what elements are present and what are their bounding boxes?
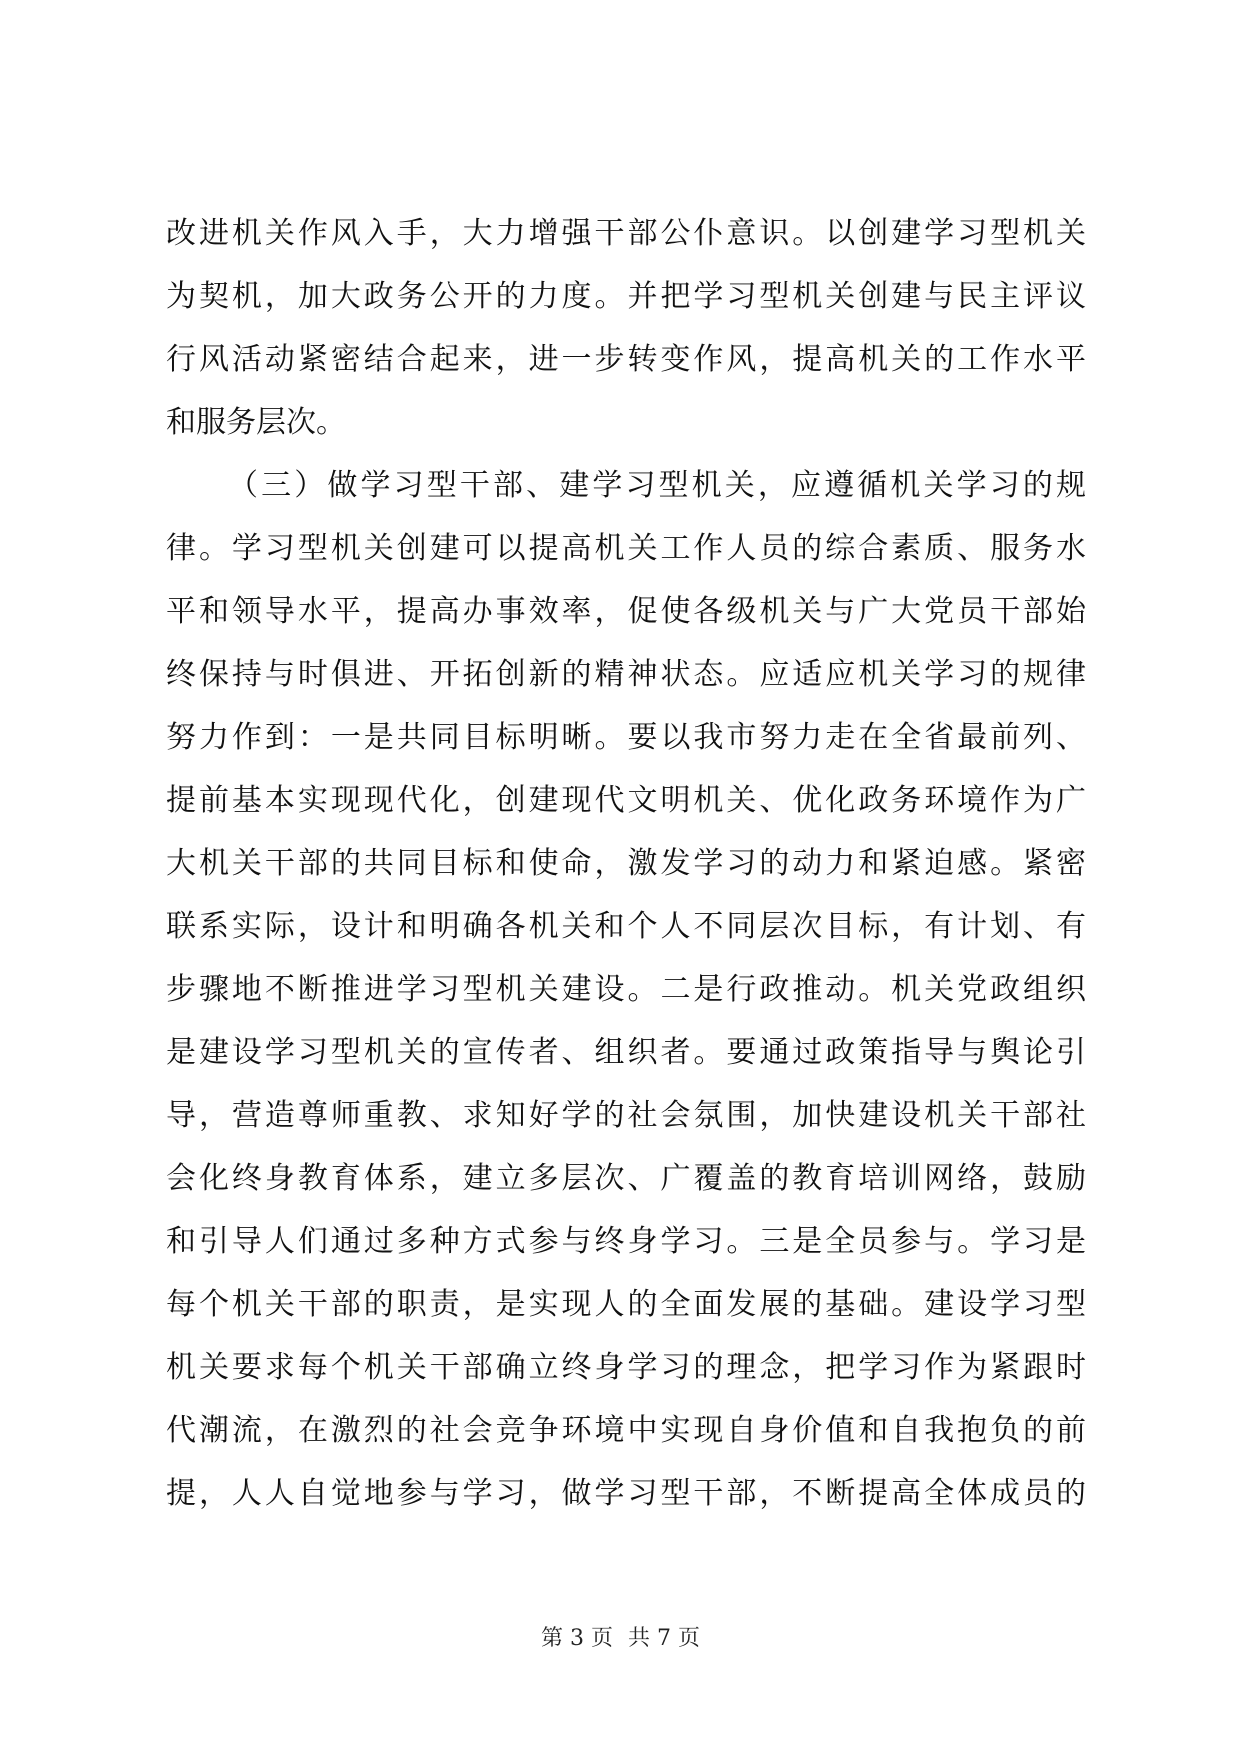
paragraph-1 [166,202,1086,454]
paragraph-line: 是建设学习型机关的宣传者、组织者。要通过政策指导与舆论引 [166,1035,1086,1070]
page-footer [0,1624,1241,1654]
paragraph-line: 终保持与时俱进、开拓创新的精神状态。应适应机关学习的规律 [166,657,1086,692]
paragraph-line: 代潮流，在激烈的社会竞争环境中实现自身价值和自我抱负的前 [166,1413,1086,1448]
paragraph-line: 律。学习型机关创建可以提高机关工作人员的综合素质、服务水 [166,531,1086,566]
paragraph-line: 步骤地不断推进学习型机关建设。二是行政推动。机关党政组织 [166,972,1086,1007]
paragraph-line: 机关要求每个机关干部确立终身学习的理念，把学习作为紧跟时 [166,1350,1086,1385]
paragraph-line: 联系实际，设计和明确各机关和个人不同层次目标，有计划、有 [166,909,1086,944]
paragraph-line: 和引导人们通过多种方式参与终身学习。三是全员参与。学习是 [166,1224,1086,1259]
paragraph-line: 提前基本实现现代化，创建现代文明机关、优化政务环境作为广 [166,783,1086,818]
paragraph-line: 努力作到：一是共同目标明晰。要以我市努力走在全省最前列、 [166,720,1086,755]
paragraph-line: 导，营造尊师重教、求知好学的社会氛围，加快建设机关干部社 [166,1098,1086,1133]
paragraph-line: 为契机，加大政务公开的力度。并把学习型机关创建与民主评议 [166,279,1086,314]
paragraph-line: 和服务层次。 [166,405,346,440]
paragraph-line: 提，人人自觉地参与学习，做学习型干部，不断提高全体成员的 [166,1476,1086,1511]
paragraph-2 [166,454,1086,1525]
paragraph-line: 每个机关干部的职责，是实现人的全面发展的基础。建设学习型 [166,1287,1086,1322]
page-total: 共 7 页 [628,1626,700,1651]
paragraph-line: 平和领导水平，提高办事效率，促使各级机关与广大党员干部始 [166,594,1086,629]
paragraph-line: 改进机关作风入手，大力增强干部公仆意识。以创建学习型机关 [166,216,1086,251]
paragraph-line: 大机关干部的共同目标和使命，激发学习的动力和紧迫感。紧密 [166,846,1086,881]
paragraph-line: 会化终身教育体系，建立多层次、广覆盖的教育培训网络，鼓励 [166,1161,1086,1196]
paragraph-line: （三）做学习型干部、建学习型机关，应遵循机关学习的规 [228,468,1086,503]
paragraph-line: 行风活动紧密结合起来，进一步转变作风，提高机关的工作水平 [166,342,1086,377]
page-number: 第 3 页 [541,1626,613,1651]
